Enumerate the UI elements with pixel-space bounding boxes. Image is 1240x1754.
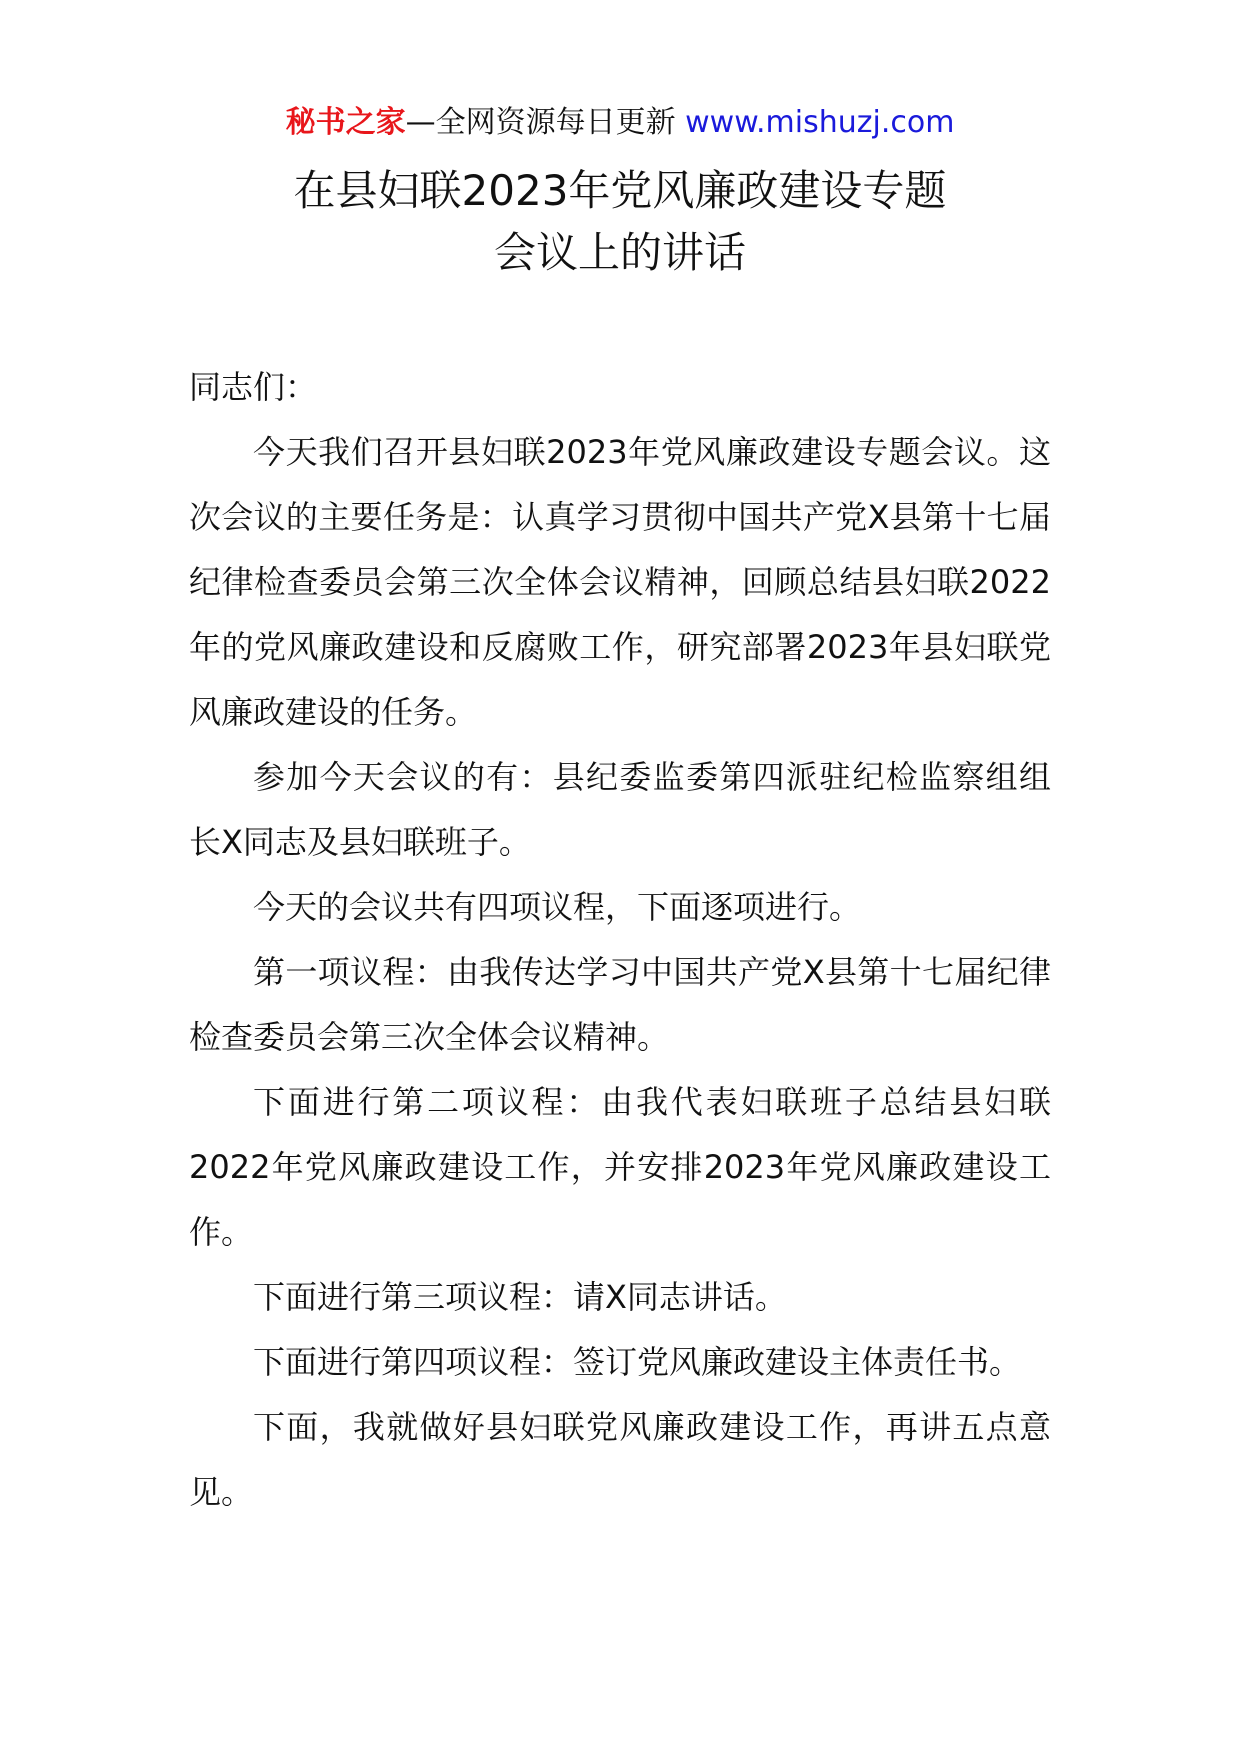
title-line-2: 会议上的讲话 xyxy=(493,228,746,277)
paragraph: 今天的会议共有四项议程，下面逐项进行。 xyxy=(253,888,862,926)
paragraph: 下面，我就做好县妇联党风廉政建设工作，再讲五点意见。 xyxy=(189,1408,1051,1511)
document-body xyxy=(189,355,1051,1525)
site-header xyxy=(0,101,1240,145)
paragraph: 下面进行第四项议程：签订党风廉政建设主体责任书。 xyxy=(253,1343,1022,1381)
title-line-1: 在县妇联2023年党风廉政建设专题 xyxy=(293,166,947,215)
document-title xyxy=(0,160,1240,284)
site-url-link[interactable]: www.mishuzj.com xyxy=(685,105,955,140)
paragraph: 参加今天会议的有：县纪委监委第四派驻纪检监察组组长X同志及县妇联班子。 xyxy=(189,758,1051,861)
paragraph: 今天我们召开县妇联2023年党风廉政建设专题会议。这次会议的主要任务是：认真学习贯彻中国共产党X县第十七届纪律检查委员会第三次全体会议精神，回顾总结县妇联2022年的党风廉政建设和反腐败工作，研究部署2023年县妇联党风廉政建设的任务。 xyxy=(189,433,1051,731)
paragraph: 第一项议程：由我传达学习中国共产党X县第十七届纪律检查委员会第三次全体会议精神。 xyxy=(189,953,1051,1056)
brand-name: 秘书之家 xyxy=(285,105,406,140)
header-slogan: —全网资源每日更新 xyxy=(405,105,676,140)
salutation: 同志们： xyxy=(189,368,318,406)
paragraph: 下面进行第三项议程：请X同志讲话。 xyxy=(253,1278,787,1316)
paragraph: 下面进行第二项议程：由我代表妇联班子总结县妇联2022年党风廉政建设工作，并安排2023年党风廉政建设工作。 xyxy=(189,1083,1051,1251)
